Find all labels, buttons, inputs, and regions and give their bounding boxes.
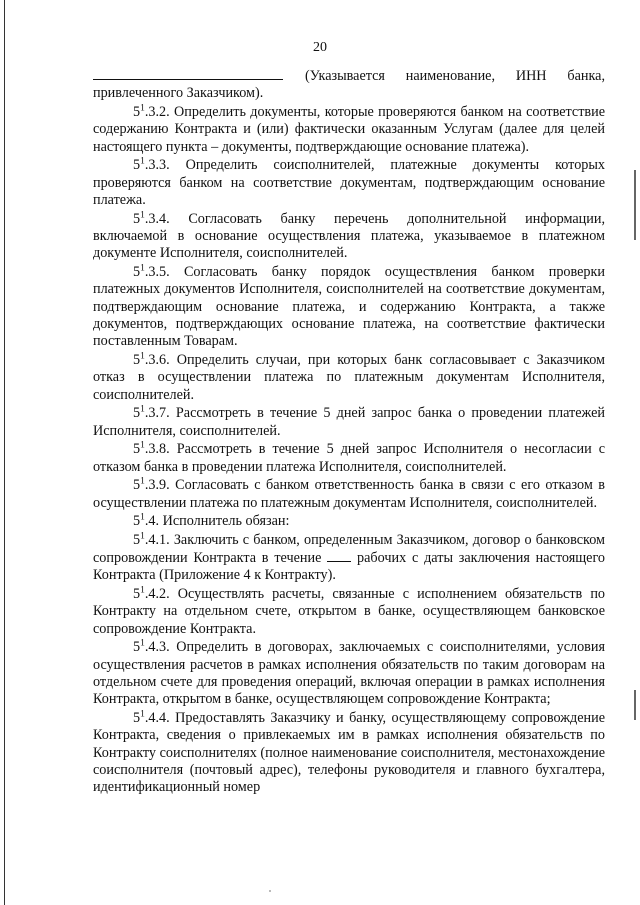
right-edge-mark (634, 690, 636, 720)
paragraph-5-4-2: $5^1.4.2$. Осуществлять расчеты, связанные с исполнением обязательств по Контракту на отдельном счете, открытом в банке, осуществляющем банковское сопровождение Контракта. (93, 585, 605, 637)
paragraph-5-3-7: $5^1.3.7$. Рассмотреть в течение 5 дней запрос банка о проведении платежей Исполнителя, соисполнителей. (93, 404, 605, 439)
paragraph-5-3-4: $5^1.3.4$. Согласовать банку перечень дополнительной информации, включаемой в основание осуществления платежа, указываемое в платежном документе Исполнителя, соисполнителей. (93, 209, 606, 262)
paragraph-5-3-6: $5^1.3.6$. Определить случаи, при которых банк согласовывает с Заказчиком отказ в осуществлении платежа по платежным документам Исполнителя, соисполнителей. (93, 351, 605, 403)
paragraph-5-3-8: $5^1.3.8$. Рассмотреть в течение 5 дней запрос Исполнителя о несогласии с отказом банка в проведении платежа Исполнителя, соисполнителей. (93, 440, 605, 475)
paragraph-5-4: $5^1.4$. Исполнитель обязан: (133, 512, 290, 529)
days-blank (327, 549, 351, 562)
paragraph-5-4-4: $5^1.4.4$. Предоставлять Заказчику и банку, осуществляющему сопровождение Контракта, сведения о привлекаемых им в рамках исполнения обязательств по Контракту соисполнителях (полное наименование соисполнителя, местонахождение соисполнителя (почтовый адрес), телефоны руководителя и главного бухгалтера, идентификационный номер (93, 709, 605, 796)
left-binding-line (4, 0, 5, 905)
paragraph-5-3-2: $5^1.3.2$. Определить документы, которые проверяются банком на соответствие содержанию Контракта и (или) фактически оказанным Услугам (далее для целей настоящего пункта – документы, подтверждающие основание платежа). (93, 103, 606, 155)
document-body (93, 66, 605, 798)
paragraph-5-3-5: $5^1.3.5$. Согласовать банку порядок осуществления банком проверки платежных документов Исполнителя, соисполнителей на соответствие документам, подтверждающим основание платежа, и содержанию Контракта, а также документов, подтверждающих основание платежа, на соответствие фактически поставленным Товарам. (93, 263, 606, 350)
paragraph-5-4-3: $5^1.4.3$. Определить в договорах, заключаемых с соисполнителями, условия осуществления расчетов в рамках исполнения обязательств по таким договорам на отдельном счете для проведения операций, включая операции в рамках исполнения Контракта, открытом в банке, осуществляющем сопровождение Контракта; (93, 638, 605, 708)
scan-speck (269, 890, 271, 892)
paragraph-5-3-9: $5^1.3.9$. Согласовать с банком ответственность банка в связи с его отказом в осуществлении платежа по платежным документам Исполнителя, соисполнителей. (93, 476, 605, 511)
paragraph-intro: (Указывается наименование, ИНН банка, привлеченного Заказчиком). (93, 68, 605, 102)
fill-in-blank (93, 66, 283, 80)
right-edge-mark (634, 170, 636, 240)
paragraph-5-3-3: $5^1.3.3$. Определить соисполнителей, платежные документы которых проверяются банком на соответствие документам, подтверждающим основание платежа. (93, 156, 606, 209)
paragraph-5-4-1: $5^1.4.1$. Заключить с банком, определенным Заказчиком, договор о банковском сопровождении Контракта в течение рабочих с даты заключения настоящего Контракта (Приложение 4 к Контракту). (93, 530, 605, 584)
page-number: 20 (313, 40, 327, 55)
